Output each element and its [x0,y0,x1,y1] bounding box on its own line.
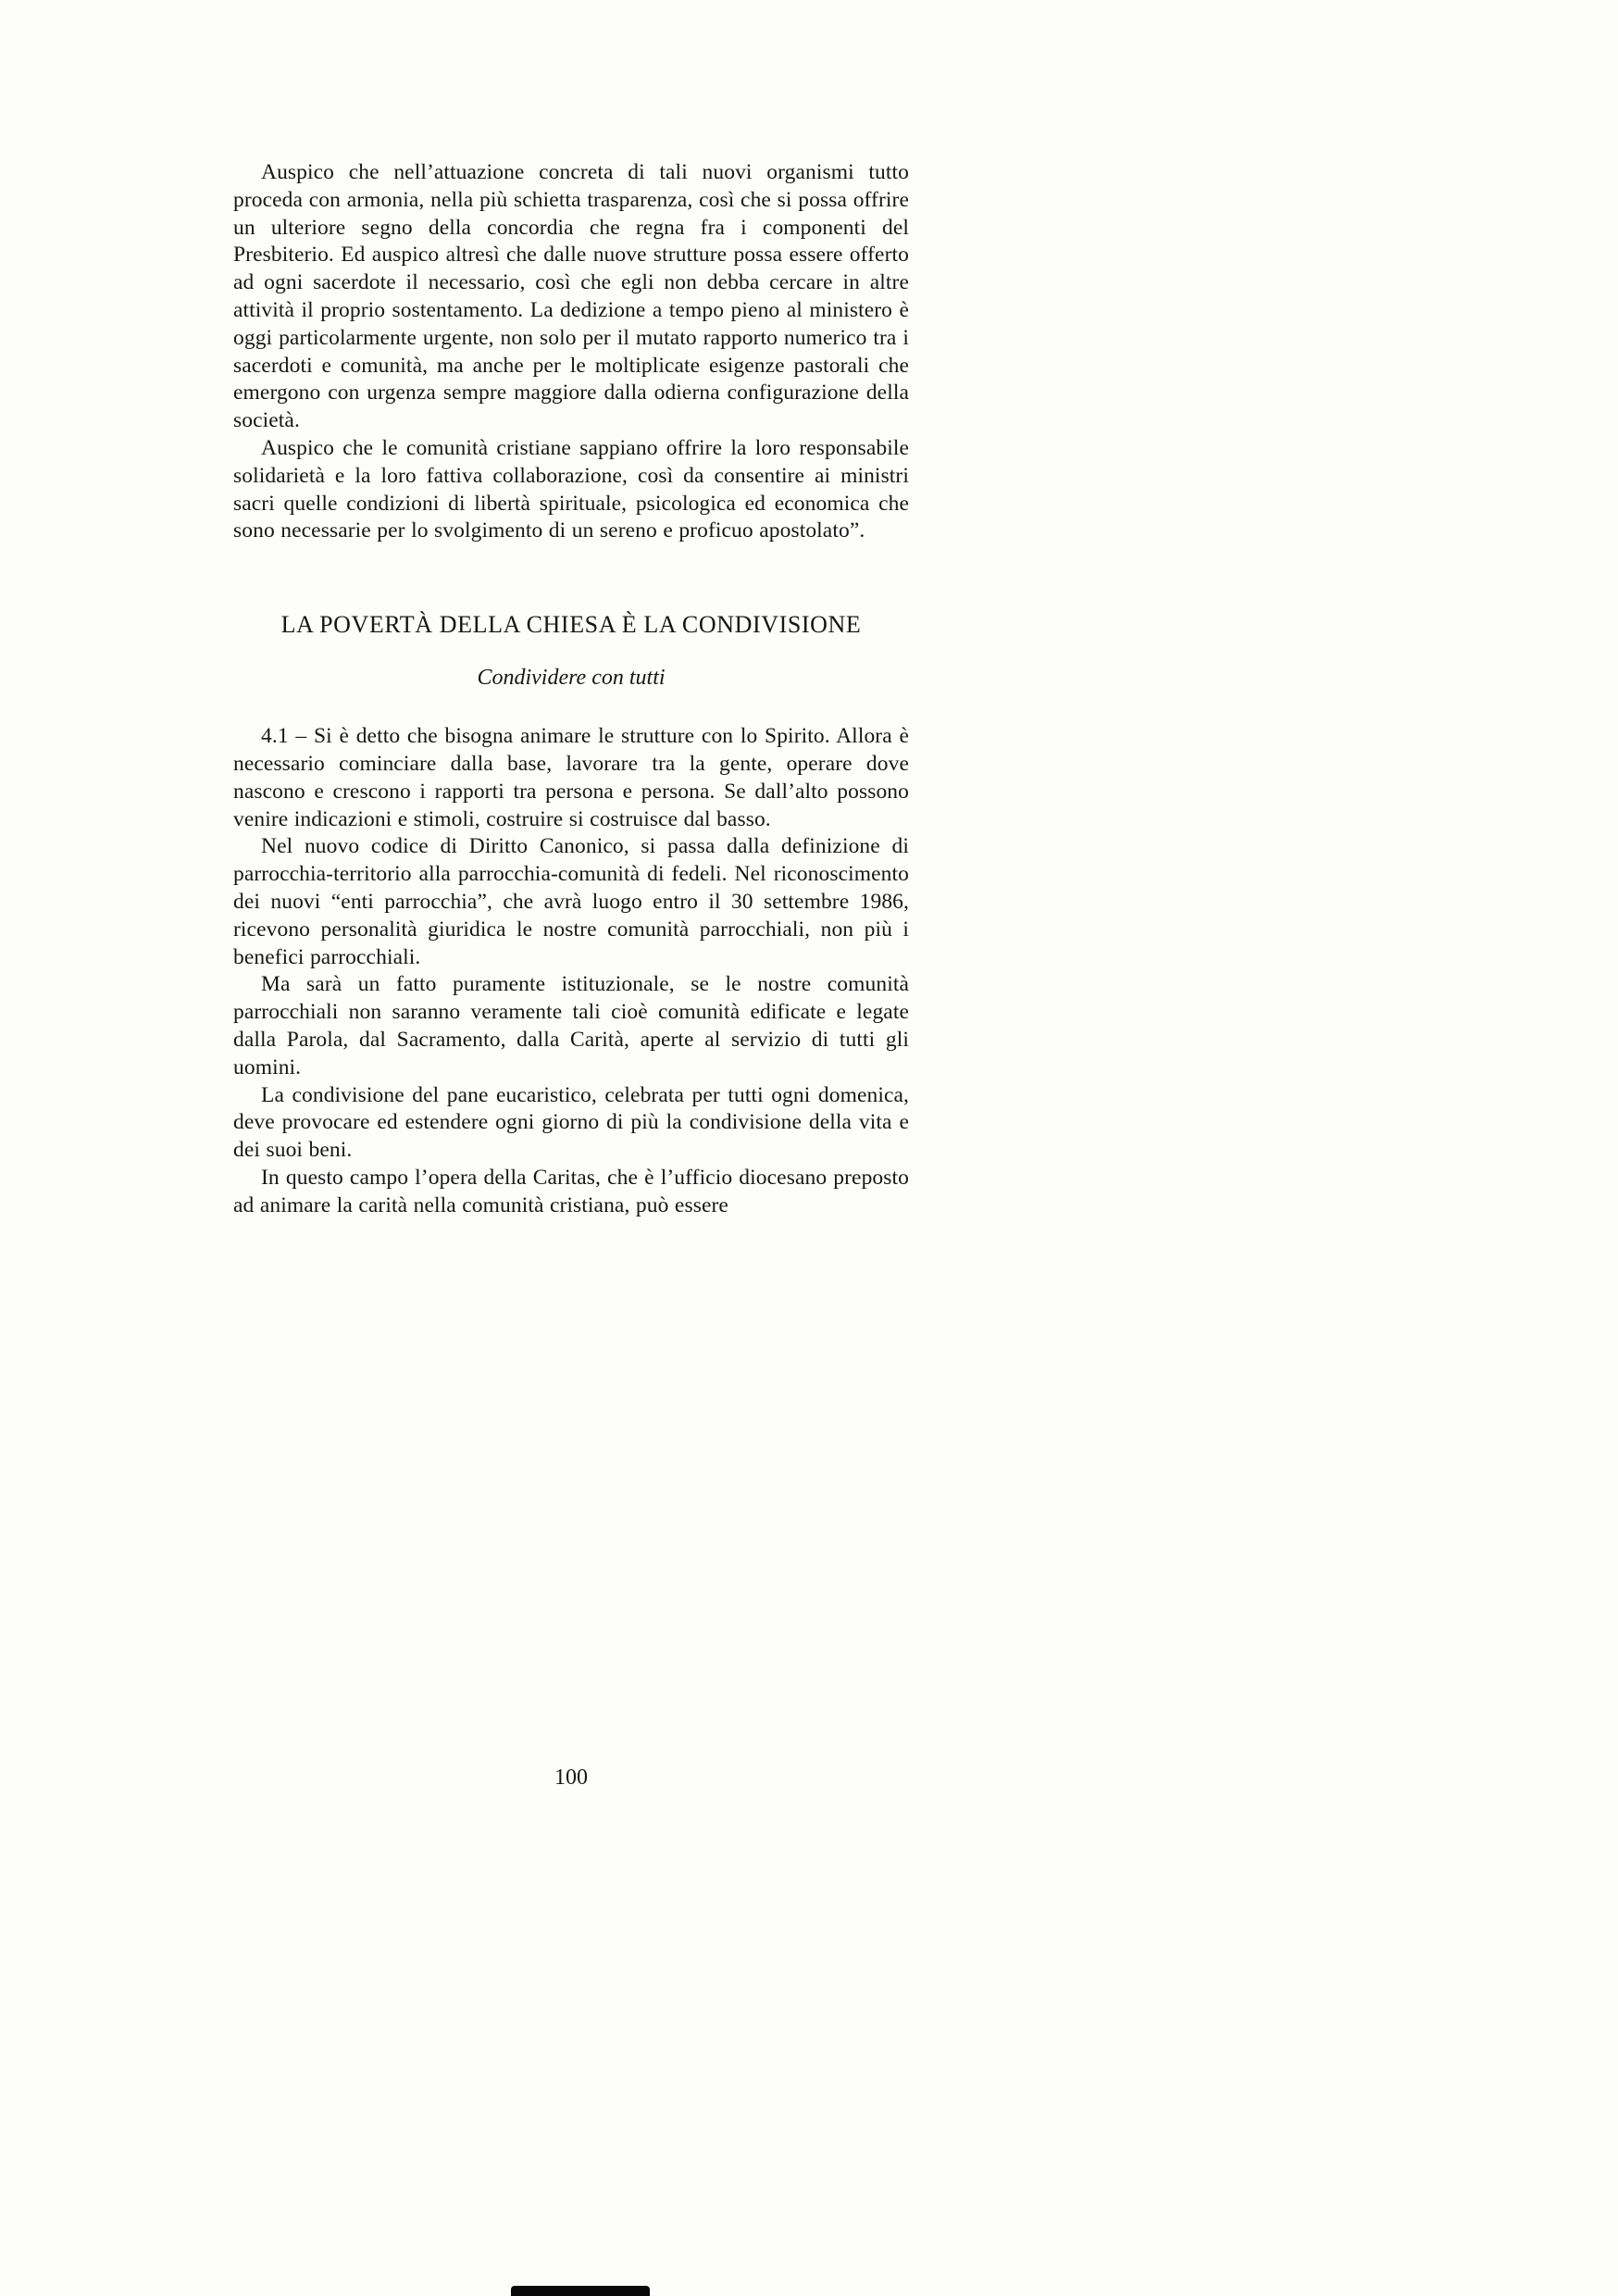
paragraph: Ma sarà un fatto puramente istituzionale, se le nostre comunità parrocchiali non saranno veramente tali cioè comunità edificate e legate dalla Parola, dal Sacramento, dalla Carità, aperte al servizio di tutti gli uomini. [233,972,909,1079]
paragraph: Auspico che nell’attuazione concreta di tali nuovi organismi tutto proceda con armonia, nella più schietta trasparenza, così che si possa offrire un ulteriore segno della concordia che regna fra i componenti del Presbiterio. Ed auspico altresì che dalle nuove strutture possa essere offerto ad ogni sacerdote il necessario, così che egli non debba cercare in altre attività il proprio sostentamento. La dedizione a tempo pieno al ministero è oggi particolarmente urgente, non solo per il mutato rapporto numerico tra i sacerdoti e comunità, ma anche per le moltiplicate esigenze pastorali che emergono con urgenza sempre maggiore dalla odierna configurazione della società. [233,160,909,433]
section-title: LA POVERTÀ DELLA CHIESA È LA CONDIVISIONE [280,611,862,639]
paragraph: Auspico che le comunità cristiane sappiano offrire la loro responsabile solidarietà e la loro fattiva collaborazione, così da consentire ai ministri sacri quelle condizioni di libertà spirituale, psicologica ed economica che sono necessarie per lo svolgimento di un sereno e proficuo apostolato”. [233,435,909,543]
page-number: 100 [554,1766,588,1790]
paragraph: In questo campo l’opera della Caritas, che è l’ufficio diocesano preposto ad animare la carità nella comunità cristiana, può essere [233,1165,909,1217]
paragraph: Nel nuovo codice di Diritto Canonico, si passa dalla definizione di parrocchia-territorio alla parrocchia-comunità di fedeli. Nel riconoscimento dei nuovi “enti parrocchia”, che avrà luogo entro il 30 settembre 1986, ricevono personalità giuridica le nostre comunità parrocchiali, non più i benefici parrocchiali. [233,834,909,969]
text-block [233,159,909,1220]
paragraph: La condivisione del pane eucaristico, celebrata per tutti ogni domenica, deve provocare ed estendere ogni giorno di più la condivisione della vita e dei suoi beni. [233,1082,909,1163]
section-subtitle: Condividere con tutti [477,666,666,691]
scan-artifact [511,2286,650,2296]
paragraph: 4.1 – Si è detto che bisogna animare le strutture con lo Spirito. Allora è necessario cominciare dalla base, lavorare tra la gente, operare dove nascono e crescono i rapporti tra persona e persona. Se dall’alto possono venire indicazioni e stimoli, costruire si costruisce dal basso. [233,724,909,831]
